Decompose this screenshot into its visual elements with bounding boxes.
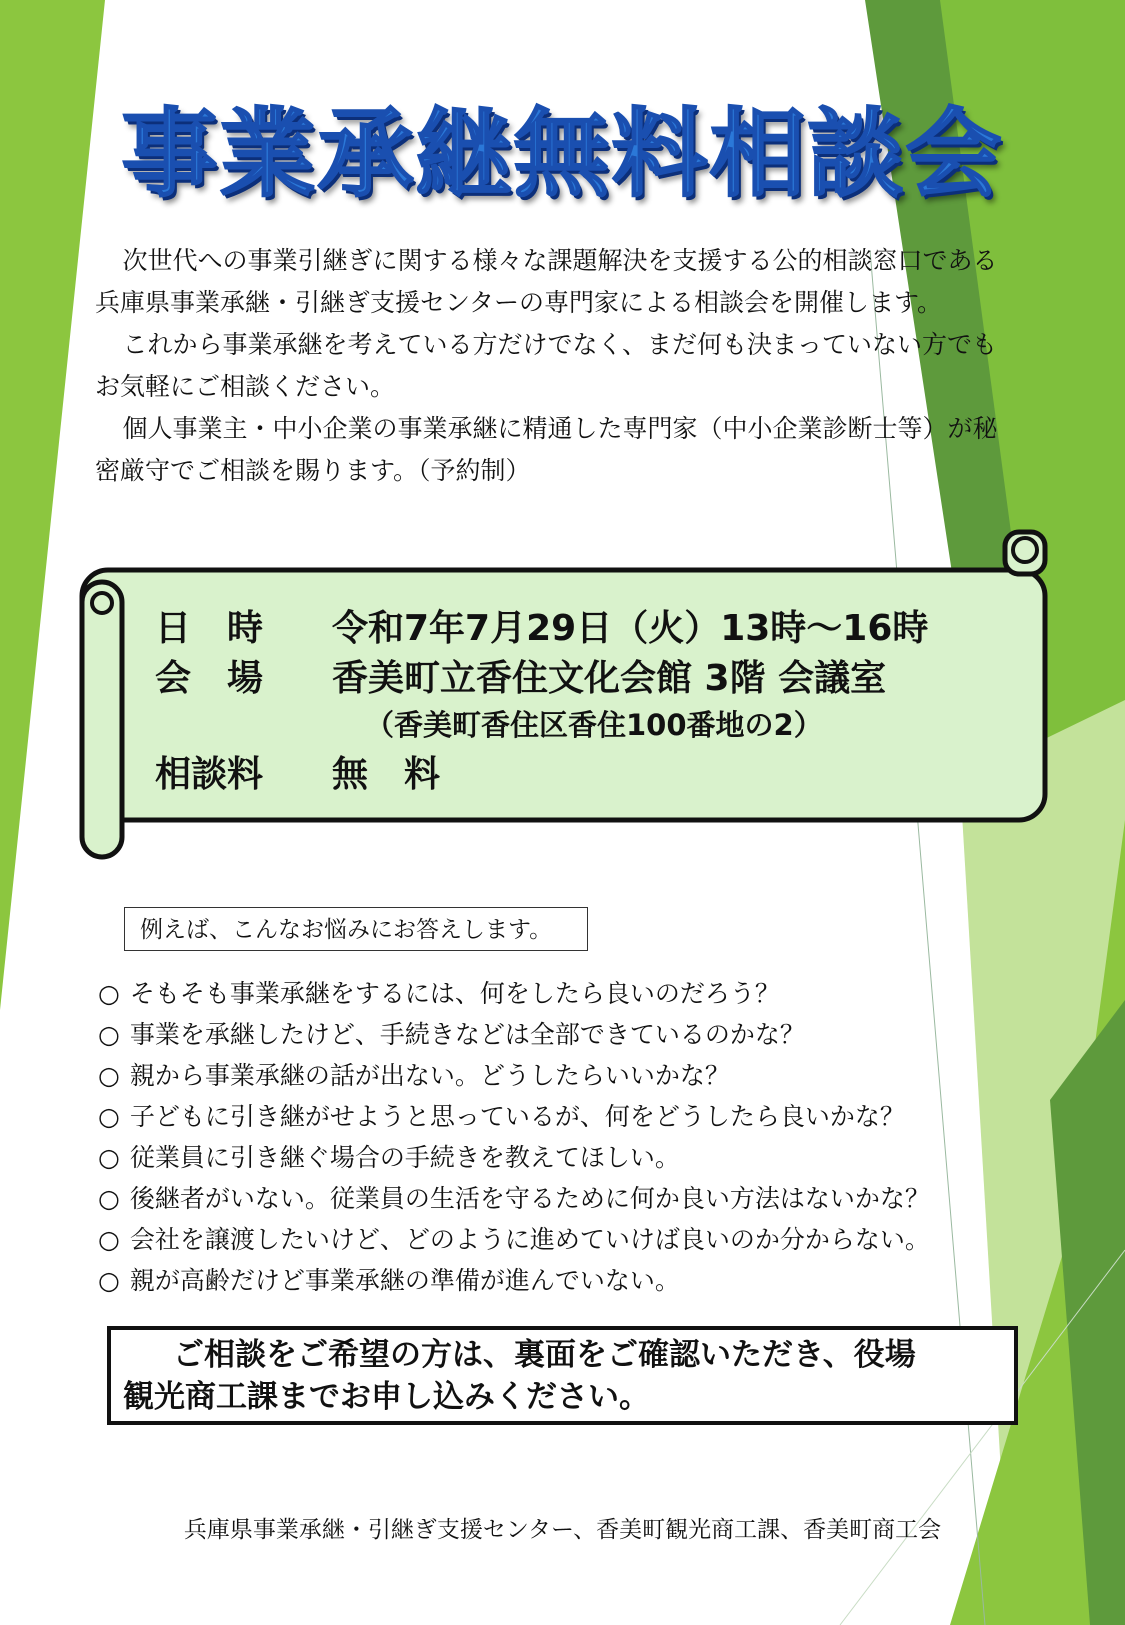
venue-label: 会 場 bbox=[155, 657, 264, 699]
list-item: ○ 親が高齢だけど事業承継の準備が進んでいない。 bbox=[98, 1260, 1018, 1301]
intro-paragraph-3: 個人事業主・中小企業の事業承継に精通した専門家（中小企業診断士等）が秘密厳守でご相談を賜ります。（予約制） bbox=[95, 414, 998, 485]
intro-paragraph-1: 次世代への事業引継ぎに関する様々な課題解決を支援する公的相談窓口である兵庫県事業承継・引継ぎ支援センターの専門家による相談会を開催します。 bbox=[95, 246, 998, 317]
apply-line-1: ご相談をご希望の方は、裏面をご確認いただき、役場 bbox=[173, 1337, 916, 1373]
page-title: 事業承継無料相談会 bbox=[121, 98, 1004, 210]
organizers-footer: 兵庫県事業承継・引継ぎ支援センター、香美町観光商工課、香美町商工会 bbox=[183, 1517, 942, 1543]
list-item: ○ そもそも事業承継をするには、何をしたら良いのだろう？ bbox=[98, 973, 1018, 1014]
event-details bbox=[155, 600, 1015, 796]
intro-paragraph-2: これから事業承継を考えている方だけでなく、まだ何も決まっていない方でもお気軽にご相談ください。 bbox=[95, 330, 998, 401]
list-item: ○ 事業を承継したけど、手続きなどは全部できているのかな？ bbox=[98, 1014, 1018, 1055]
venue-row bbox=[155, 650, 1015, 700]
list-item: ○ 従業員に引き継ぐ場合の手続きを教えてほしい。 bbox=[98, 1137, 1018, 1178]
venue-value: 香美町立香住文化会館 3階 会議室 bbox=[332, 657, 887, 699]
apply-notice bbox=[107, 1326, 1018, 1425]
question-list bbox=[98, 973, 1018, 1301]
date-label: 日 時 bbox=[155, 607, 264, 649]
examples-tag: 例えば、こんなお悩みにお答えします。 bbox=[124, 907, 588, 951]
fee-label: 相談料 bbox=[155, 753, 264, 795]
list-item: ○ 後継者がいない。従業員の生活を守るために何か良い方法はないかな？ bbox=[98, 1178, 1018, 1219]
intro-text bbox=[95, 240, 1015, 492]
list-item: ○ 会社を譲渡したいけど、どのように進めていけば良いのか分からない。 bbox=[98, 1219, 1018, 1260]
list-item: ○ 親から事業承継の話が出ない。どうしたらいいかな？ bbox=[98, 1055, 1018, 1096]
fee-value: 無 料 bbox=[332, 753, 441, 795]
fee-row bbox=[155, 746, 1015, 796]
list-item: ○ 子どもに引き継がせようと思っているが、何をどうしたら良いかな？ bbox=[98, 1096, 1018, 1137]
date-value: 令和7年7月29日（火）13時～16時 bbox=[332, 607, 929, 649]
date-row bbox=[155, 600, 1015, 650]
apply-line-2: 観光商工課までお申し込みください。 bbox=[123, 1379, 650, 1415]
venue-address: （香美町香住区香住100番地の2） bbox=[365, 707, 823, 742]
